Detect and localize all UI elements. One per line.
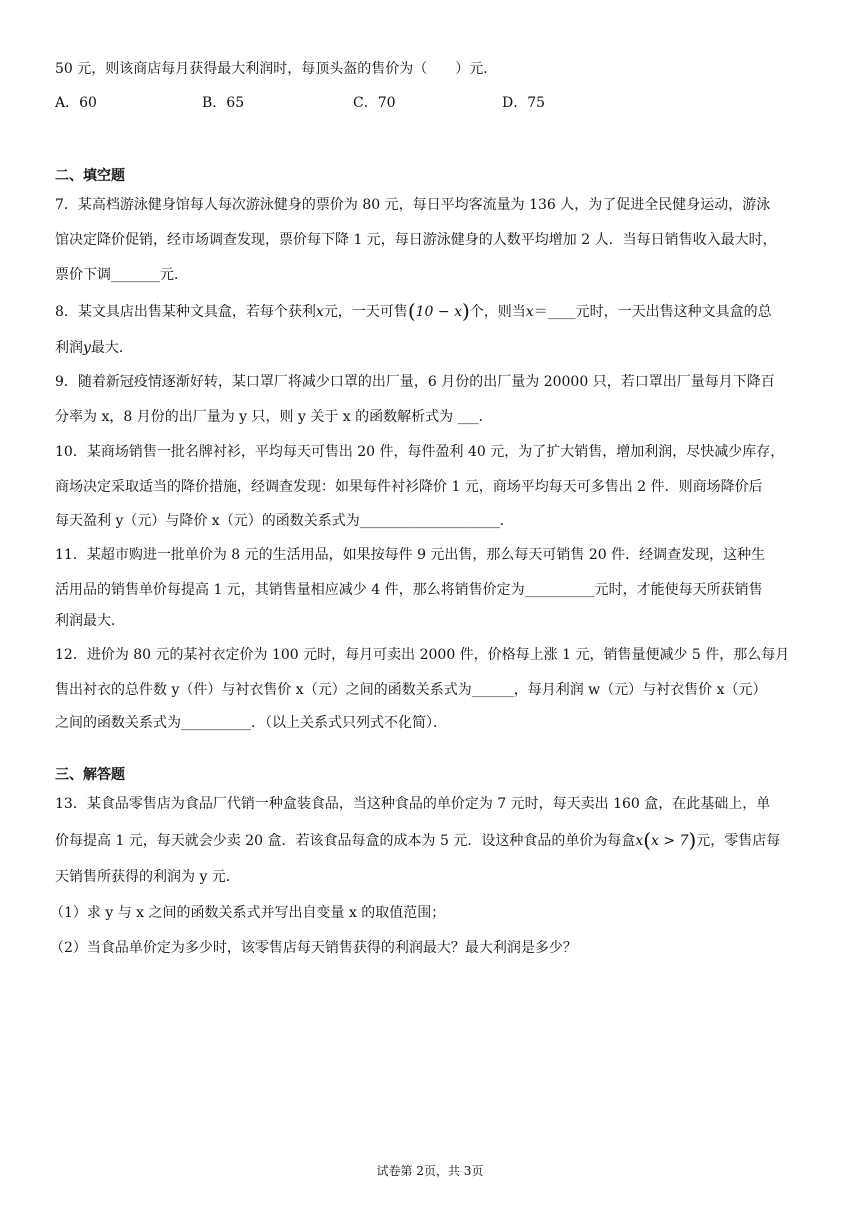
section-heading-solve: 三、解答题	[55, 767, 125, 783]
q13-sub-question-2: （2）当食品单价定为多少时，该零售店每天销售获得的利润最大？最大利润是多少？	[50, 940, 577, 956]
q8-text-d: ＝____元时，一天出售这种文具盒的总	[533, 304, 772, 320]
q6-text: 50 元，则该商店每月获得最大利润时，每顶头盔的售价为（ ）元．	[55, 61, 498, 77]
q13-sub-question-1: （1）求 y 与 x 之间的函数关系式并写出自变量 x 的取值范围；	[50, 905, 446, 921]
q12-line-2: 售出衬衣的总件数 y（件）与衬衣售价 x（元）之间的函数关系式为______，每月利润 w（元）与衬衣售价 x（元）	[55, 682, 767, 698]
q8-line-1	[55, 301, 772, 322]
q13-line-1: 13．某食品零售店为食品厂代销一种盒装食品，当这种食品的单价定为 7 元时，每天卖出 160 盒，在此基础上，单	[55, 796, 771, 812]
q8-text-f: 最大．	[90, 340, 133, 356]
section-heading-fill-blank: 二、填空题	[55, 168, 125, 184]
q8-text-e: 利润	[55, 340, 83, 356]
q8-var-x2: x	[525, 304, 534, 320]
q13-paren-close: )	[688, 828, 697, 852]
q8-paren-open: (	[407, 299, 416, 323]
q13-text-b: 元，零售店每	[696, 833, 781, 849]
q7-line-3: 票价下调_______元．	[55, 267, 188, 283]
q8-text-a: 8．某文具店出售某种文具盒，若每个获利	[55, 304, 316, 320]
q13-var-x: x	[635, 833, 644, 849]
option-c: C．70	[353, 95, 396, 111]
q8-line-2	[55, 338, 133, 358]
q10-line-1: 10．某商场销售一批名牌衬衫，平均每天可售出 20 件，每件盈利 40 元，为了扩大销售，增加利润，尽快减少库存，	[55, 444, 785, 460]
q7-line-1: 7．某高档游泳健身馆每人每次游泳健身的票价为 80 元，每日平均客流量为 136 人，为了促进全民健身运动，游泳	[55, 197, 771, 213]
q9-line-2: 分率为 x，8 月份的出厂量为 y 只，则 y 关于 x 的函数解析式为 ___．	[55, 409, 493, 425]
q13-condition: x > 7	[651, 833, 689, 849]
q13-line-2	[55, 830, 780, 851]
q8-expression: 10 − x	[415, 304, 462, 320]
q8-text-b: 元，一天可售	[323, 304, 408, 320]
q11-line-1: 11．某超市购进一批单价为 8 元的生活用品，如果按每件 9 元出售，那么每天可销售 20 件．经调查发现，这种生	[55, 547, 766, 563]
q11-line-2: 活用品的销售单价每提高 1 元，其销售量相应减少 4 件，那么将销售价定为__________元时，才能使每天所获销售	[55, 582, 763, 598]
q13-text-a: 价每提高 1 元，每天就会少卖 20 盒．若该食品每盒的成本为 5 元．设这种食品的单价为每盒	[55, 833, 636, 849]
q10-line-3: 每天盈利 y（元）与降价 x（元）的函数关系式为____________________．	[55, 513, 514, 529]
option-b: B．65	[202, 95, 245, 111]
q6-options	[55, 93, 655, 113]
q9-line-1: 9．随着新冠疫情逐渐好转，某口罩厂将减少口罩的出厂量，6 月份的出厂量为 20000 只，若口罩出厂量每月下降百	[55, 374, 775, 390]
q12-line-3: 之间的函数关系式为__________．（以上关系式只列式不化简）．	[55, 715, 447, 731]
q12-line-1: 12．进价为 80 元的某衬衣定价为 100 元时，每月可卖出 2000 件，价格每上涨 1 元，销售量便减少 5 件，那么每月	[55, 647, 790, 663]
q10-line-2: 商场决定采取适当的降价措施，经调查发现：如果每件衬衫降价 1 元，商场平均每天可多售出 2 件．则商场降价后	[55, 479, 763, 495]
q11-line-3: 利润最大．	[55, 613, 125, 629]
page-footer: 试卷第 2页，共 3页	[376, 1164, 484, 1178]
option-a: A．60	[55, 95, 97, 111]
q13-line-3: 天销售所获得的利润为 y 元．	[55, 869, 240, 885]
q8-paren-close: )	[461, 299, 470, 323]
q8-text-c: 个，则当	[469, 304, 526, 320]
q7-line-2: 馆决定降价促销，经市场调查发现，票价每下降 1 元，每日游泳健身的人数平均增加 2 人．当每日销售收入最大时，	[55, 232, 777, 248]
q13-paren-open: (	[643, 828, 652, 852]
option-d: D．75	[502, 95, 546, 111]
q8-var-x: x	[315, 304, 324, 320]
q8-var-y: y	[83, 340, 91, 356]
